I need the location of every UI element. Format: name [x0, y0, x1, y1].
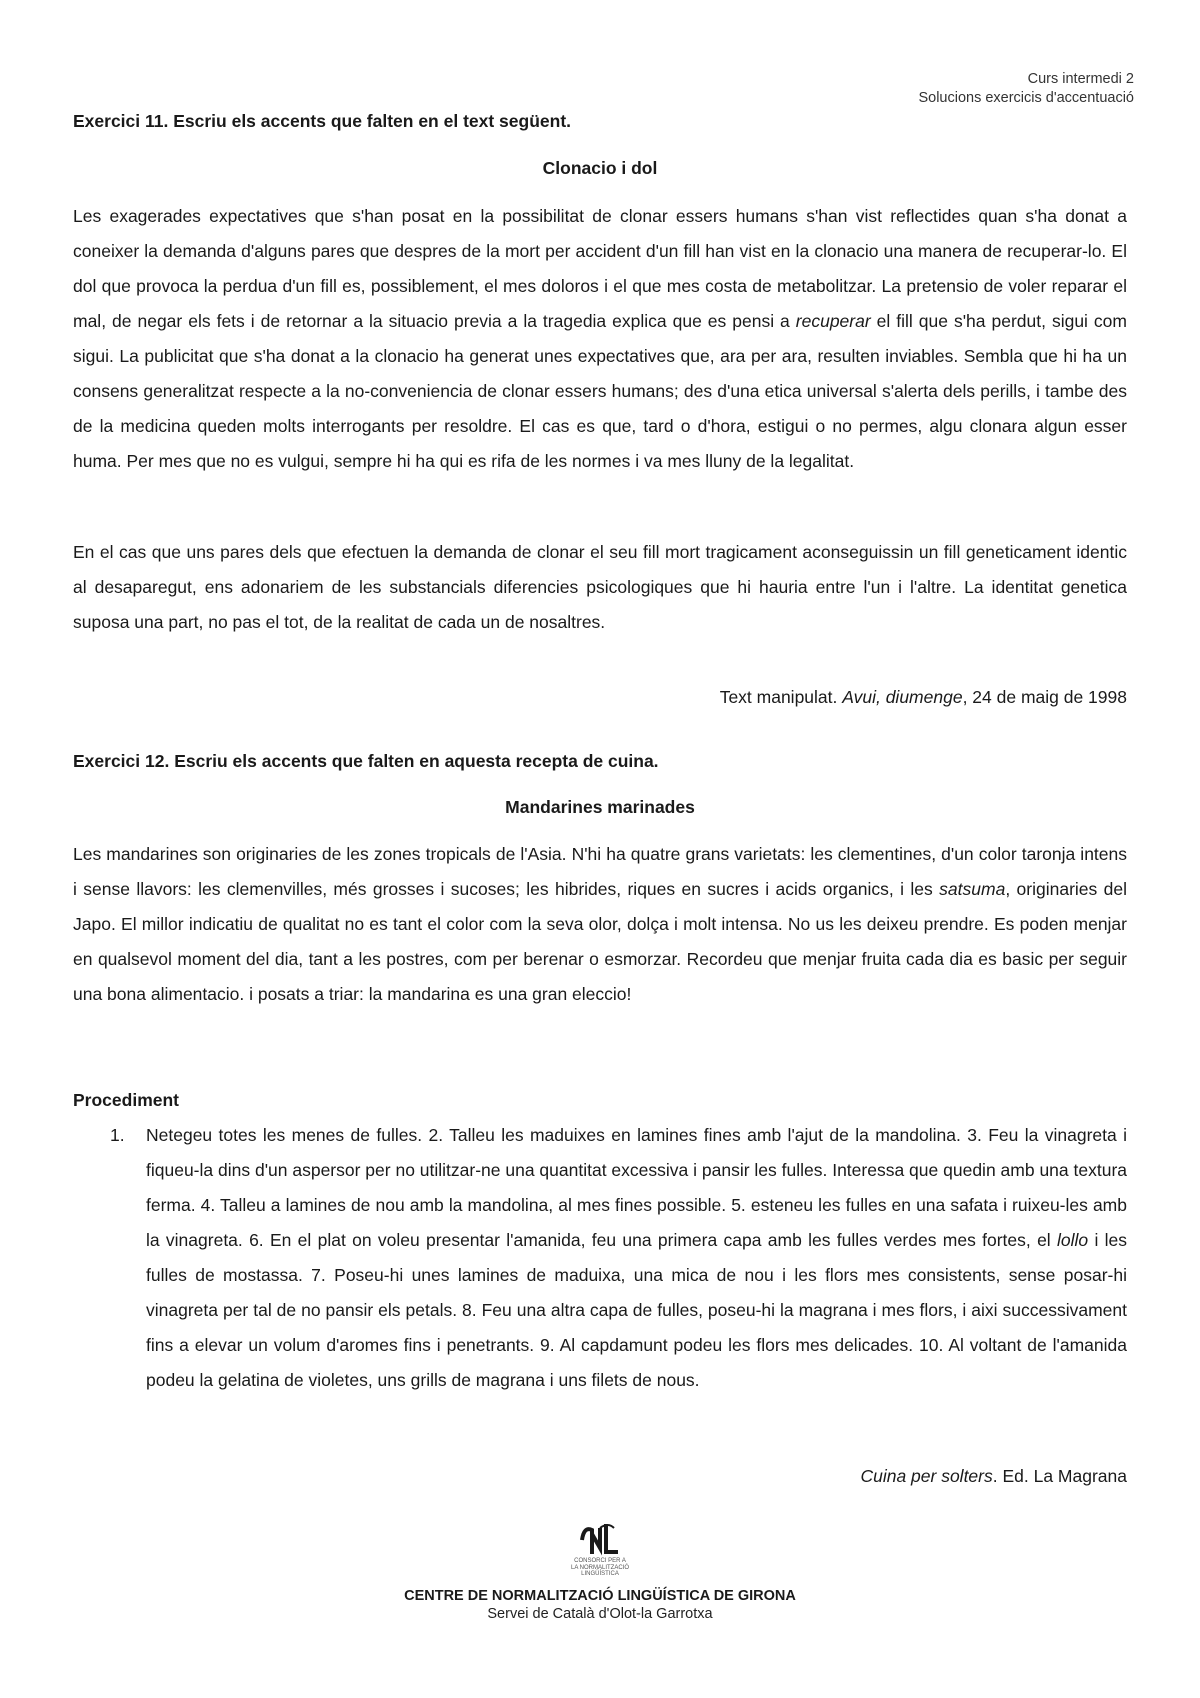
- text-run: Text manipulat.: [719, 687, 843, 707]
- cnl-logo-icon: [578, 1520, 622, 1556]
- organization-name: CENTRE DE NORMALITZACIÓ LINGÜÍSTICA DE GIRONA: [404, 1587, 796, 1604]
- text-run: , originaries del Japo. El millor indicatiu de qualitat no es tant el color com la seva olor, dolça i molt intensa. No us les deixeu prendre. Es poden menjar en qualsevol moment del dia, tant a les postres, com per berenar o esmorzar. Recordeu que menjar fruita cada dia es basic per seguir una bona alimentacio. i posats a triar: la mandarina es una gran eleccio!: [73, 879, 1128, 1004]
- list-number: 1.: [110, 1125, 125, 1145]
- procedure-heading: Procediment: [73, 1090, 179, 1110]
- text-run: . Ed. La Magrana: [992, 1466, 1127, 1486]
- page-footer: [0, 1520, 1200, 1622]
- text-run: el fill que s'ha perdut, sigui com sigui. La publicitat que s'ha donat a la clonacio ha generat unes expectatives que, ara per ara, resulten inviables. Sembla que hi ha un consens generalitzat respecte a la no-conveniencia de clonar essers humans; des d'una etica universal s'alerta dels perills, i tambe des de la medicina queden molts interrogants per resoldre. El cas es que, tard o d'hora, estigui o no permes, algu clonara algun esser huma. Per mes que no es vulgui, sempre hi ha qui es rifa de les normes i va mes lluny de la legalitat.: [73, 311, 1127, 471]
- text-run: i les fulles de mostassa. 7. Poseu-hi unes lamines de maduixa, una mica de nou i les flors mes consistents, sense posar-hi vinagreta per tal de no pansir els petals. 8. Feu una altra capa de fulles, poseu-hi la magrana i mes flors, i aixi successivament fins a elevar un volum d'aromes fins i penetrants. 9. Al capdamunt podeu les flors mes delicades. 10. Al voltant de l'amanida podeu la gelatina de violetes, uns grills de magrana i uns filets de nous.: [146, 1230, 1128, 1390]
- text-run: , 24 de maig de 1998: [962, 687, 1127, 707]
- list-item: [146, 1118, 1127, 1398]
- course-label: Curs intermedi 2: [1027, 71, 1134, 87]
- logo-line: CONSORCI PER A: [574, 1558, 626, 1564]
- exercise-12-title: Mandarines marinades: [505, 797, 695, 817]
- text-run: Les mandarines son originaries de les zones tropicals de l'Asia. N'hi ha quatre grans varietats: les clementines, d'un color taronja intens i sense llavors: les clemenvilles, més grosses i sucoses; les hibrides, riques en sucres i acids organics, i les: [73, 844, 1127, 899]
- exercise-12-source: [860, 1466, 1127, 1487]
- logo-caption: [0, 1558, 1200, 1578]
- logo-line: LINGÜÍSTICA: [581, 1571, 619, 1577]
- exercise-11-source: [720, 687, 1127, 708]
- exercise-11-paragraph-1: [73, 199, 1127, 479]
- book-title: Cuina per solters: [860, 1466, 993, 1486]
- exercise-11-paragraph-2: En el cas que uns pares dels que efectuen la demanda de clonar el seu fill mort tragicament aconseguissin un fill geneticament identic al desaparegut, ens adonariem de les substancials diferencies psicologiques que hi hauria entre l'un i l'altre. La identitat genetica suposa una part, no pas el tot, de la realitat de cada un de nosaltres.: [73, 542, 1127, 632]
- exercise-11-title: Clonacio i dol: [542, 158, 658, 178]
- text-run: Les exagerades expectatives que s'han posat en la possibilitat de clonar essers humans s'han vist reflectides quan s'ha donat a coneixer la demanda d'alguns pares que despres de la mort per accident d'un fill han vist en la clonacio una manera de recuperar-lo. El dol que provoca la perdua d'un fill es, possiblement, el mes doloros i el que mes costa de metabolitzar. La pretensio de voler reparar el mal, de negar els fets i de retornar a la situacio previa a la tragedia explica que es pensi a: [73, 206, 1127, 331]
- newspaper-name: Avui, diumenge: [842, 687, 963, 707]
- procedure-list: [110, 1118, 1127, 1398]
- italic-word: lollo: [1057, 1230, 1089, 1250]
- exercise-12-heading: Exercici 12. Escriu els accents que falten en aquesta recepta de cuina.: [73, 751, 659, 771]
- italic-word: recuperar: [795, 311, 871, 331]
- text-run: Netegeu totes les menes de fulles. 2. Talleu les maduixes en lamines fines amb l'ajut de la mandolina. 3. Feu la vinagreta i fiqueu-la dins d'un aspersor per no utilitzar-ne una quantitat excessiva i pansir les fulles. Interessa que quedin amb una textura ferma. 4. Talleu a lamines de nou amb la mandolina, al mes fines possible. 5. esteneu les fulles en una safata i ruixeu-les amb la vinagreta. 6. En el plat on voleu presentar l'amanida, feu una primera capa amb les fulles verdes mes fortes, el: [146, 1125, 1127, 1250]
- logo-line: LA NORMALITZACIÓ: [570, 1564, 629, 1571]
- italic-word: satsuma: [939, 879, 1006, 899]
- document-subtitle: Solucions exercicis d'accentuació: [918, 90, 1134, 106]
- page-header: [918, 70, 1134, 108]
- service-name: Servei de Català d'Olot-la Garrotxa: [487, 1605, 713, 1622]
- exercise-12-paragraph: [73, 837, 1127, 1012]
- exercise-11-heading: Exercici 11. Escriu els accents que falten en el text següent.: [73, 111, 572, 131]
